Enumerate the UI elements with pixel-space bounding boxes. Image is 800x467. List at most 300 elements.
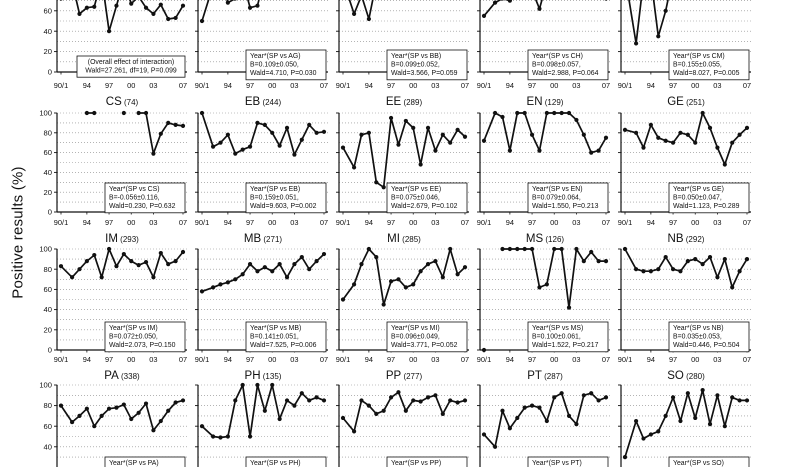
data-point	[137, 263, 141, 267]
panel-title: PP (277)	[385, 370, 423, 382]
x-tick-label: 03	[713, 218, 722, 227]
data-point	[537, 285, 541, 289]
stats-annotation-text: Wald=1.522, P=0.217	[532, 342, 599, 350]
data-point	[85, 407, 89, 411]
y-tick-label: 80	[43, 401, 52, 411]
panel-IM	[39, 233, 187, 364]
data-point	[396, 390, 400, 394]
data-point	[200, 424, 204, 428]
data-point	[708, 255, 712, 259]
data-point	[367, 17, 371, 21]
stats-annotation-text: Year*(SP vs PP)	[391, 460, 442, 467]
data-point	[701, 388, 705, 392]
data-point	[604, 0, 608, 1]
data-point	[500, 115, 504, 119]
y-tick-label: 20	[43, 187, 52, 197]
data-point	[715, 275, 719, 279]
y-tick-label: 0	[47, 67, 52, 77]
data-point	[560, 247, 564, 251]
x-tick-label: 00	[550, 355, 559, 364]
stats-annotation-text: Year*(SP vs PH)	[250, 460, 301, 467]
data-point	[200, 111, 204, 115]
data-point	[218, 435, 222, 439]
stats-annotation-text: B=0.141±0.051,	[250, 333, 299, 341]
data-point	[456, 128, 460, 132]
y-tick-label: 0	[47, 207, 52, 217]
x-tick-label: 90/1	[194, 218, 210, 227]
stats-annotation-text: Year*(SP vs SO)	[673, 460, 724, 467]
data-point	[433, 393, 437, 397]
data-point	[92, 253, 96, 257]
data-point	[200, 289, 204, 293]
panel-EN	[477, 96, 610, 227]
stats-annotation-text: B=0.159±0.051,	[250, 194, 299, 202]
x-tick-label: 00	[127, 218, 136, 227]
data-point	[218, 141, 222, 145]
data-point	[389, 395, 393, 399]
panel-title: EE (289)	[385, 96, 423, 108]
data-point	[482, 14, 486, 18]
data-point	[77, 414, 81, 418]
data-point	[151, 12, 155, 16]
stats-annotation-text: Year*(SP vs IM)	[109, 325, 158, 332]
data-point	[367, 131, 371, 135]
data-point	[374, 412, 378, 416]
x-tick-label: 97	[527, 81, 537, 90]
x-tick-label: 90/1	[617, 355, 633, 364]
data-point	[92, 424, 96, 428]
data-point	[114, 264, 118, 268]
y-tick-label: 40	[43, 168, 52, 177]
stats-annotation-text: B=-0.056±0.116,	[109, 194, 160, 202]
data-point	[641, 436, 645, 440]
data-point	[300, 138, 304, 142]
panel-row1-col5	[618, 0, 751, 90]
data-point	[181, 398, 185, 402]
data-point	[70, 275, 74, 279]
series-line	[484, 393, 606, 447]
data-point	[537, 406, 541, 410]
data-point	[114, 406, 118, 410]
data-point	[263, 265, 267, 269]
data-point	[545, 282, 549, 286]
x-tick-label: 03	[149, 355, 158, 364]
data-point	[322, 130, 326, 134]
y-axis-title: Positive results (%)	[9, 166, 27, 299]
data-point	[686, 391, 690, 395]
data-point	[382, 185, 386, 189]
data-point	[292, 262, 296, 266]
x-tick-label: 07	[601, 355, 611, 364]
y-tick-label: 40	[43, 26, 52, 36]
series-line	[625, 113, 747, 165]
x-tick-label: 97	[104, 355, 114, 364]
panel-PA	[39, 370, 187, 467]
data-point	[129, 259, 133, 263]
stats-annotation-text: B=0.099±0.052,	[391, 61, 440, 69]
data-point	[263, 123, 267, 127]
y-tick-label: 60	[43, 6, 52, 16]
data-point	[144, 111, 148, 115]
data-point	[411, 126, 415, 130]
data-point	[641, 269, 645, 273]
data-point	[567, 305, 571, 309]
x-tick-label: 94	[646, 218, 655, 227]
data-point	[166, 121, 170, 125]
panel-title: EN (129)	[526, 96, 564, 108]
data-point	[693, 416, 697, 420]
stats-annotation-text: B=0.072±0.050,	[109, 333, 158, 341]
x-tick-label: 00	[268, 355, 277, 364]
data-point	[493, 445, 497, 449]
data-point	[114, 4, 118, 8]
stats-annotation-text: Year*(SP vs GE)	[673, 186, 724, 193]
x-tick-label: 94	[364, 218, 373, 227]
data-point	[151, 151, 155, 155]
x-tick-label: 00	[268, 81, 277, 90]
data-point	[656, 429, 660, 433]
data-point	[352, 165, 356, 169]
x-tick-label: 94	[505, 355, 514, 364]
panel-title: MB (271)	[243, 233, 283, 245]
stats-annotation-text: Year*(SP vs CH)	[532, 53, 583, 60]
data-point	[723, 257, 727, 261]
stats-annotation-text: Wald=27.261, df=19, P=0.099	[85, 67, 177, 75]
data-point	[515, 247, 519, 251]
data-point	[634, 41, 638, 45]
data-point	[738, 398, 742, 402]
data-point	[664, 139, 668, 143]
y-tick-label: 80	[43, 128, 52, 138]
stats-annotation-text: B=0.075±0.046,	[391, 194, 440, 202]
data-point	[500, 409, 504, 413]
panel-SO	[618, 370, 751, 467]
stats-annotation-text: Year*(SP vs CM)	[673, 53, 725, 60]
data-point	[433, 149, 437, 153]
panel-title: GE (251)	[667, 96, 705, 108]
data-point	[686, 259, 690, 263]
x-tick-label: 03	[149, 218, 158, 227]
data-point	[641, 146, 645, 150]
x-tick-label: 00	[268, 218, 277, 227]
x-tick-label: 97	[104, 218, 114, 227]
x-tick-label: 07	[178, 355, 188, 364]
x-tick-label: 00	[409, 81, 418, 90]
data-point	[623, 128, 627, 132]
x-tick-label: 94	[364, 355, 373, 364]
panel-row1-col1	[44, 0, 188, 90]
data-point	[530, 247, 534, 251]
data-point	[708, 422, 712, 426]
data-point	[137, 411, 141, 415]
data-point	[589, 151, 593, 155]
x-tick-label: 00	[409, 218, 418, 227]
data-point	[426, 126, 430, 130]
x-tick-label: 90/1	[53, 81, 69, 90]
data-point	[248, 434, 252, 438]
data-point	[463, 398, 467, 402]
data-point	[448, 398, 452, 402]
data-point	[404, 409, 408, 413]
data-point	[59, 264, 63, 268]
data-point	[738, 269, 742, 273]
stats-annotation-text: Wald=7.525, P=0.006	[250, 342, 317, 350]
x-tick-label: 94	[223, 355, 232, 364]
data-point	[671, 141, 675, 145]
data-point	[278, 144, 282, 148]
stats-annotation-text: Year*(SP vs EE)	[391, 186, 442, 193]
data-point	[174, 123, 178, 127]
data-point	[352, 429, 356, 433]
y-tick-label: 80	[43, 264, 52, 274]
data-point	[85, 111, 89, 115]
data-point	[701, 111, 705, 115]
data-point	[359, 262, 363, 266]
panel-PP	[336, 370, 469, 467]
data-point	[181, 250, 185, 254]
data-point	[463, 265, 467, 269]
data-point	[730, 395, 734, 399]
data-point	[200, 19, 204, 23]
x-tick-label: 00	[127, 81, 136, 90]
data-point	[715, 146, 719, 150]
data-point	[656, 34, 660, 38]
panel-PT	[477, 370, 610, 467]
data-point	[278, 417, 282, 421]
data-point	[567, 111, 571, 115]
x-tick-label: 94	[82, 355, 91, 364]
series-line	[625, 249, 747, 287]
x-tick-label: 03	[713, 355, 722, 364]
data-point	[419, 162, 423, 166]
panel-row1-col4	[477, 0, 610, 90]
data-point	[623, 247, 627, 251]
panel-title: CS (74)	[105, 96, 139, 108]
y-tick-label: 60	[43, 421, 52, 431]
data-point	[151, 428, 155, 432]
y-tick-label: 60	[43, 148, 52, 158]
data-point	[233, 277, 237, 281]
data-point	[211, 434, 215, 438]
data-point	[248, 145, 252, 149]
data-point	[248, 6, 252, 10]
x-tick-label: 07	[319, 218, 329, 227]
data-point	[523, 247, 527, 251]
data-point	[166, 262, 170, 266]
x-tick-label: 03	[572, 355, 581, 364]
x-tick-label: 94	[646, 81, 655, 90]
x-tick-label: 90/1	[476, 218, 492, 227]
data-point	[678, 269, 682, 273]
x-tick-label: 07	[742, 81, 752, 90]
x-tick-label: 90/1	[335, 355, 351, 364]
stats-annotation-text: Wald=9.603, P=0.002	[250, 203, 317, 211]
data-point	[92, 5, 96, 9]
data-point	[122, 111, 126, 115]
data-point	[604, 259, 608, 263]
data-point	[508, 426, 512, 430]
x-tick-label: 97	[245, 355, 255, 364]
data-point	[708, 126, 712, 130]
x-tick-label: 07	[460, 355, 470, 364]
x-tick-label: 94	[223, 218, 232, 227]
stats-annotation-text: B=0.079±0.064,	[532, 194, 581, 202]
stats-annotation-text: Wald=1.550, P=0.213	[532, 203, 599, 211]
x-tick-label: 94	[505, 81, 514, 90]
data-point	[374, 255, 378, 259]
x-tick-label: 94	[223, 81, 232, 90]
stats-annotation-text: Year*(SP vs BB)	[391, 53, 442, 60]
stats-annotation-text: Year*(SP vs MB)	[250, 325, 302, 332]
data-point	[59, 404, 63, 408]
data-point	[530, 404, 534, 408]
x-tick-label: 94	[505, 218, 514, 227]
x-tick-label: 03	[149, 81, 158, 90]
data-point	[574, 422, 578, 426]
data-point	[367, 247, 371, 251]
data-point	[582, 259, 586, 263]
data-point	[723, 162, 727, 166]
panel-EB	[195, 96, 328, 227]
data-point	[493, 1, 497, 5]
panel-MS	[477, 233, 610, 364]
data-point	[322, 398, 326, 402]
panel-title: PH (135)	[244, 370, 282, 382]
data-point	[396, 277, 400, 281]
data-point	[545, 419, 549, 423]
data-point	[59, 0, 63, 1]
data-point	[482, 348, 486, 352]
data-point	[634, 131, 638, 135]
data-point	[233, 398, 237, 402]
x-tick-label: 03	[572, 81, 581, 90]
data-point	[463, 135, 467, 139]
data-point	[166, 409, 170, 413]
data-point	[552, 247, 556, 251]
data-point	[389, 116, 393, 120]
data-point	[508, 149, 512, 153]
data-point	[604, 395, 608, 399]
data-point	[678, 419, 682, 423]
data-point	[100, 414, 104, 418]
x-tick-label: 90/1	[335, 81, 351, 90]
data-point	[159, 132, 163, 136]
data-point	[582, 393, 586, 397]
panel-title: NB (292)	[667, 233, 705, 245]
data-point	[508, 0, 512, 3]
data-point	[181, 4, 185, 8]
data-point	[92, 111, 96, 115]
data-point	[597, 398, 601, 402]
data-point	[515, 111, 519, 115]
stats-annotation-text: Year*(SP vs EN)	[532, 186, 583, 193]
x-tick-label: 90/1	[194, 81, 210, 90]
data-point	[241, 272, 245, 276]
stats-annotation-text: Year*(SP vs AG)	[250, 53, 301, 60]
data-point	[678, 131, 682, 135]
data-point	[411, 282, 415, 286]
series-line	[343, 249, 465, 305]
data-point	[537, 7, 541, 11]
data-point	[411, 398, 415, 402]
data-point	[255, 269, 259, 273]
data-point	[300, 255, 304, 259]
stats-annotation-text: B=0.096±0.049,	[391, 333, 440, 341]
data-point	[574, 247, 578, 251]
data-point	[686, 133, 690, 137]
y-tick-label: 100	[39, 108, 52, 118]
data-point	[664, 414, 668, 418]
x-tick-label: 97	[386, 355, 396, 364]
stats-annotation-text: B=0.098±0.057,	[532, 61, 581, 69]
data-point	[300, 391, 304, 395]
panel-EE	[336, 96, 469, 227]
data-point	[404, 285, 408, 289]
data-point	[107, 247, 111, 251]
y-tick-label: 20	[43, 47, 52, 57]
data-point	[359, 398, 363, 402]
data-point	[352, 282, 356, 286]
x-tick-label: 00	[550, 81, 559, 90]
data-point	[552, 395, 556, 399]
x-tick-label: 03	[572, 218, 581, 227]
data-point	[174, 16, 178, 20]
data-point	[270, 383, 274, 387]
data-point	[241, 383, 245, 387]
panel-MI	[336, 233, 469, 364]
data-point	[426, 262, 430, 266]
panel-row1-col3	[336, 0, 469, 90]
data-point	[482, 432, 486, 436]
stats-annotation-text: Year*(SP vs EB)	[250, 186, 301, 193]
data-point	[129, 2, 133, 6]
series-line	[343, 392, 465, 431]
stats-annotation-text: Year*(SP vs MS)	[532, 325, 584, 332]
x-tick-label: 03	[431, 81, 440, 90]
x-tick-label: 90/1	[617, 81, 633, 90]
data-point	[426, 395, 430, 399]
panel-title: EB (244)	[244, 96, 282, 108]
series-line	[202, 0, 324, 21]
x-tick-label: 90/1	[476, 355, 492, 364]
data-point	[523, 111, 527, 115]
data-point	[582, 133, 586, 137]
x-tick-label: 07	[601, 81, 611, 90]
data-point	[77, 267, 81, 271]
stats-annotation-text: B=0.035±0.053,	[673, 333, 722, 341]
y-tick-label: 40	[43, 305, 52, 315]
stats-annotation-text: Wald=3.771, P=0.052	[391, 342, 458, 350]
data-point	[241, 148, 245, 152]
data-point	[226, 1, 230, 5]
data-point	[255, 121, 259, 125]
data-point	[545, 111, 549, 115]
data-point	[560, 111, 564, 115]
x-tick-label: 97	[386, 218, 396, 227]
data-point	[671, 395, 675, 399]
data-point	[211, 145, 215, 149]
x-tick-label: 90/1	[617, 218, 633, 227]
x-tick-label: 07	[178, 81, 188, 90]
data-point	[122, 402, 126, 406]
data-point	[315, 395, 319, 399]
data-point	[456, 400, 460, 404]
x-tick-label: 94	[82, 81, 91, 90]
x-tick-label: 97	[245, 218, 255, 227]
y-tick-label: 20	[43, 325, 52, 335]
panel-NB	[618, 233, 751, 364]
data-point	[292, 152, 296, 156]
